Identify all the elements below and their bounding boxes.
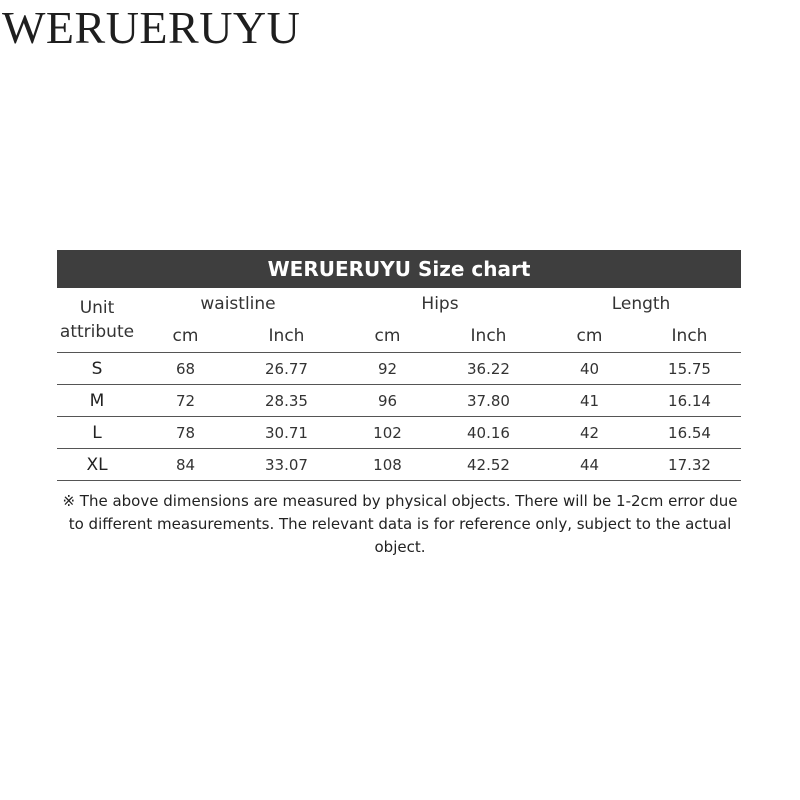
unit-attribute-cell: [57, 288, 137, 353]
table-cell: 40: [541, 353, 638, 385]
table-cell: 102: [339, 417, 436, 449]
table-row-xl: [57, 449, 741, 481]
table-cell: 108: [339, 449, 436, 481]
table-cell: 37.80: [436, 385, 541, 417]
table-cell: 42: [541, 417, 638, 449]
table-cell: 28.35: [234, 385, 339, 417]
table-cell: 41: [541, 385, 638, 417]
table-cell: 16.14: [638, 385, 741, 417]
table-cell: 15.75: [638, 353, 741, 385]
table-cell: 92: [339, 353, 436, 385]
table-cell: 78: [137, 417, 234, 449]
attribute-label: attribute: [59, 322, 135, 342]
table-cell: 72: [137, 385, 234, 417]
unit-label: Unit: [79, 298, 115, 318]
table-cell: 33.07: [234, 449, 339, 481]
table-cell: 96: [339, 385, 436, 417]
table-cell: 68: [137, 353, 234, 385]
table-cell: 42.52: [436, 449, 541, 481]
measurement-note: ※ The above dimensions are measured by physical objects. There will be 1-2cm error due to different measurements. The relevant data is for reference only, subject to the actual object.: [62, 492, 738, 556]
table-cell: 30.71: [234, 417, 339, 449]
group-header-waistline: waistline: [200, 294, 276, 314]
subheader-cell: Inch: [638, 320, 741, 353]
table-cell: 44: [541, 449, 638, 481]
size-label: L: [57, 417, 137, 449]
table-cell: 26.77: [234, 353, 339, 385]
table-cell: 16.54: [638, 417, 741, 449]
subheader-cell: Inch: [234, 320, 339, 353]
size-label: S: [57, 353, 137, 385]
size-table: [57, 288, 741, 481]
table-row-m: [57, 385, 741, 417]
size-label: M: [57, 385, 137, 417]
table-cell: 36.22: [436, 353, 541, 385]
group-header-row: [57, 288, 741, 320]
chart-title: WERUERUYU Size chart: [57, 250, 741, 288]
group-header-length: Length: [611, 294, 671, 314]
size-chart: [57, 250, 741, 481]
table-row-l: [57, 417, 741, 449]
group-header-hips: Hips: [421, 294, 459, 314]
table-row-s: [57, 353, 741, 385]
subheader-cell: cm: [339, 320, 436, 353]
subheader-cell: cm: [137, 320, 234, 353]
subheader-cell: cm: [541, 320, 638, 353]
table-cell: 40.16: [436, 417, 541, 449]
size-label: XL: [57, 449, 137, 481]
table-cell: 84: [137, 449, 234, 481]
subheader-cell: Inch: [436, 320, 541, 353]
unit-header-row: [57, 320, 741, 353]
brand-logo: WERUERUYU: [2, 2, 301, 53]
table-cell: 17.32: [638, 449, 741, 481]
